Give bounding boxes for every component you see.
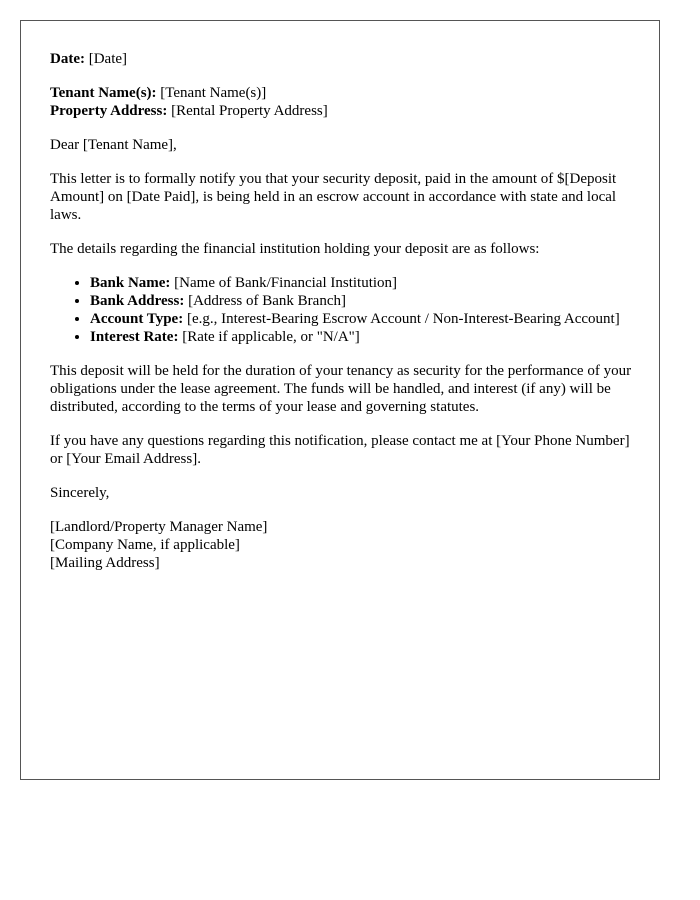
tenant-value: [Tenant Name(s)]	[160, 85, 267, 101]
bank-address-value: [Address of Bank Branch]	[188, 293, 346, 309]
details-intro-paragraph: The details regarding the financial institution holding your deposit are as follows:	[50, 241, 540, 257]
bank-name-label: Bank Name:	[90, 275, 171, 291]
salutation: Dear [Tenant Name],	[50, 137, 177, 153]
contact-paragraph: If you have any questions regarding this notification, please contact me at [Your Phone Number] or [Your Email Address].	[50, 433, 630, 467]
interest-rate-value: [Rate if applicable, or "N/A"]	[182, 329, 360, 345]
interest-rate-label: Interest Rate:	[90, 329, 179, 345]
date-value: [Date]	[88, 51, 128, 67]
address-value: [Rental Property Address]	[171, 103, 328, 119]
bank-address-label: Bank Address:	[90, 293, 185, 309]
account-type-value: [e.g., Interest-Bearing Escrow Account / Non-Interest-Bearing Account]	[186, 311, 620, 327]
signature-block	[50, 518, 635, 572]
letter-page	[20, 20, 660, 780]
account-type-label: Account Type:	[90, 311, 184, 327]
date-label: Date:	[50, 51, 85, 67]
list-item	[90, 328, 635, 346]
recipient-block	[50, 84, 635, 120]
intro-paragraph: This letter is to formally notify you that your security deposit, paid in the amount of $[Deposit Amount] on [Date Paid], is being held in an escrow account in accordance with state and local laws.	[50, 171, 617, 223]
list-item	[90, 310, 635, 328]
bank-details-list	[50, 274, 635, 346]
bank-name-value: [Name of Bank/Financial Institution]	[174, 275, 398, 291]
signature-address: [Mailing Address]	[50, 555, 160, 571]
letter-content	[50, 50, 635, 572]
address-label: Property Address:	[50, 103, 168, 119]
list-item	[90, 292, 635, 310]
duration-paragraph: This deposit will be held for the duration of your tenancy as security for the performance of your obligations under the lease agreement. The funds will be handled, and interest (if any) will be distributed, according to the terms of your lease and governing statutes.	[50, 363, 632, 415]
tenant-label: Tenant Name(s):	[50, 85, 157, 101]
signature-name: [Landlord/Property Manager Name]	[50, 519, 268, 535]
signature-company: [Company Name, if applicable]	[50, 537, 240, 553]
closing: Sincerely,	[50, 485, 110, 501]
list-item	[90, 274, 635, 292]
date-line	[50, 50, 635, 68]
